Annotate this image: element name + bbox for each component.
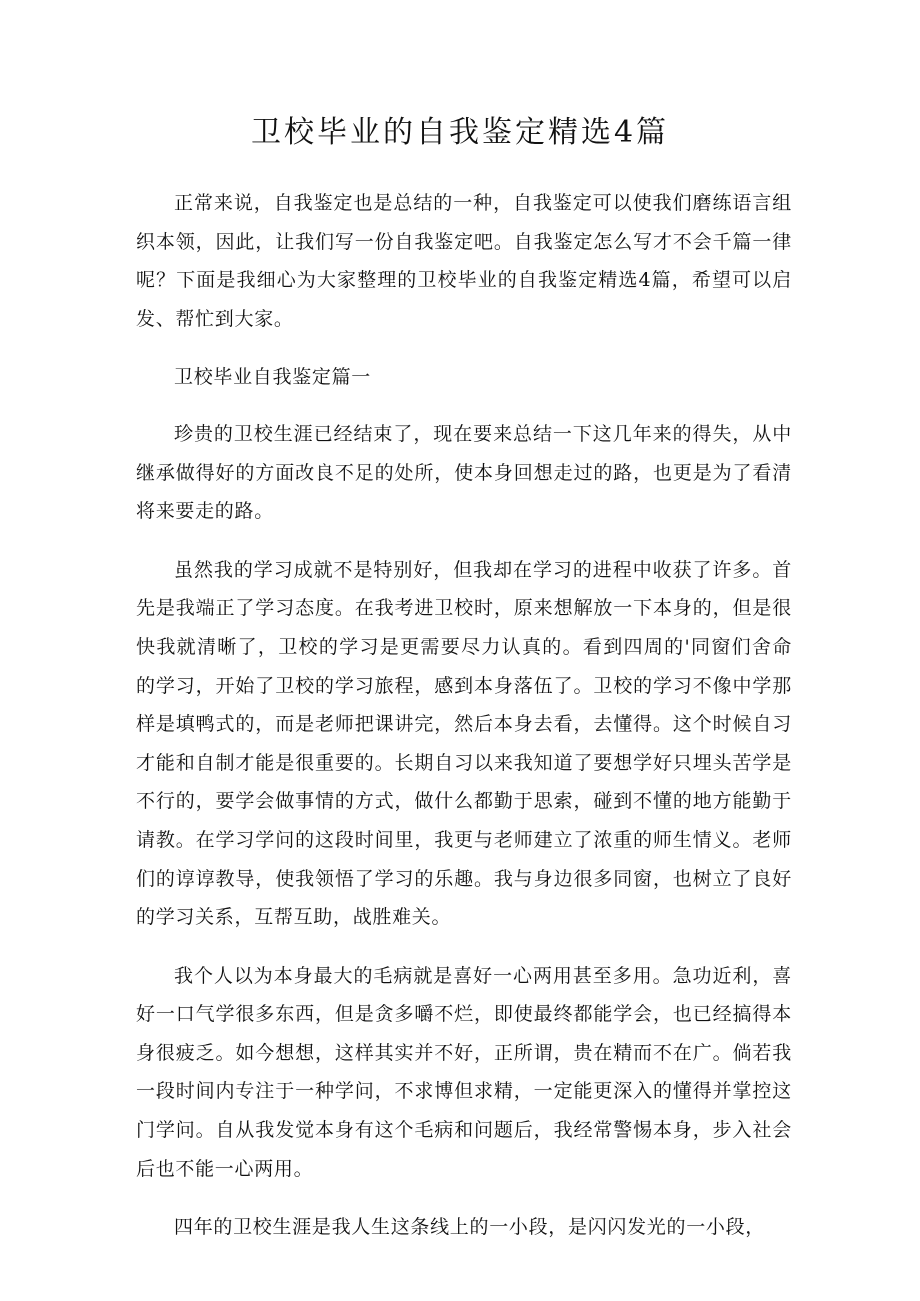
intro-paragraph: 正常来说，自我鉴定也是总结的一种，自我鉴定可以使我们磨练语言组织本领，因此，让我们写一份自我鉴定吧。自我鉴定怎么写才不会千篇一律呢？下面是我细心为大家整理的卫校毕业的自我鉴定精选4篇，希望可以启发、帮忙到大家。 [136, 192, 792, 330]
body-paragraph: 珍贵的卫校生涯已经结束了，现在要来总结一下这几年来的得失，从中继承做得好的方面改良不足的处所，使本身回想走过的路，也更是为了看清将来要走的路。 [136, 422, 792, 523]
body-paragraph: 我个人以为本身最大的毛病就是喜好一心两用甚至多用。急功近利，喜好一口气学很多东西，但是贪多嚼不烂，即使最终都能学会，也已经搞得本身很疲乏。如今想想，这样其实并不好，正所谓，贵在精而不在广。倘若我一段时间内专注于一种学问，不求博但求精，一定能更深入的懂得并掌控这门学问。自从我发觉本身有这个毛病和问题后，我经常警惕本身，步入社会后也不能一心两用。 [136, 964, 792, 1180]
body-paragraph: 虽然我的学习成就不是特别好，但我却在学习的进程中收获了许多。首先是我端正了学习态度。在我考进卫校时，原来想解放一下本身的，但是很快我就清晰了，卫校的学习是更需要尽力认真的。看到四周的'同窗们舍命的学习，开始了卫校的学习旅程，感到本身落伍了。卫校的学习不像中学那样是填鸭式的，而是老师把课讲完，然后本身去看，去懂得。这个时候自习才能和自制才能是很重要的。长期自习以来我知道了要想学好只埋头苦学是不行的，要学会做事情的方式，做什么都勤于思索，碰到不懂的地方能勤于请教。在学习学问的这段时间里，我更与老师建立了浓重的师生情义。老师们的谆谆教导，使我领悟了学习的乐趣。我与身边很多同窗，也树立了良好的学习关系，互帮互助，战胜难关。 [136, 558, 792, 929]
body-paragraph: 四年的卫校生涯是我人生这条线上的一小段，是闪闪发光的一小段， [174, 1216, 766, 1239]
document-title: 卫校毕业的自我鉴定精选4篇 [250, 115, 670, 150]
section-heading-1: 卫校毕业自我鉴定篇一 [174, 366, 372, 389]
document-body [136, 184, 792, 1267]
